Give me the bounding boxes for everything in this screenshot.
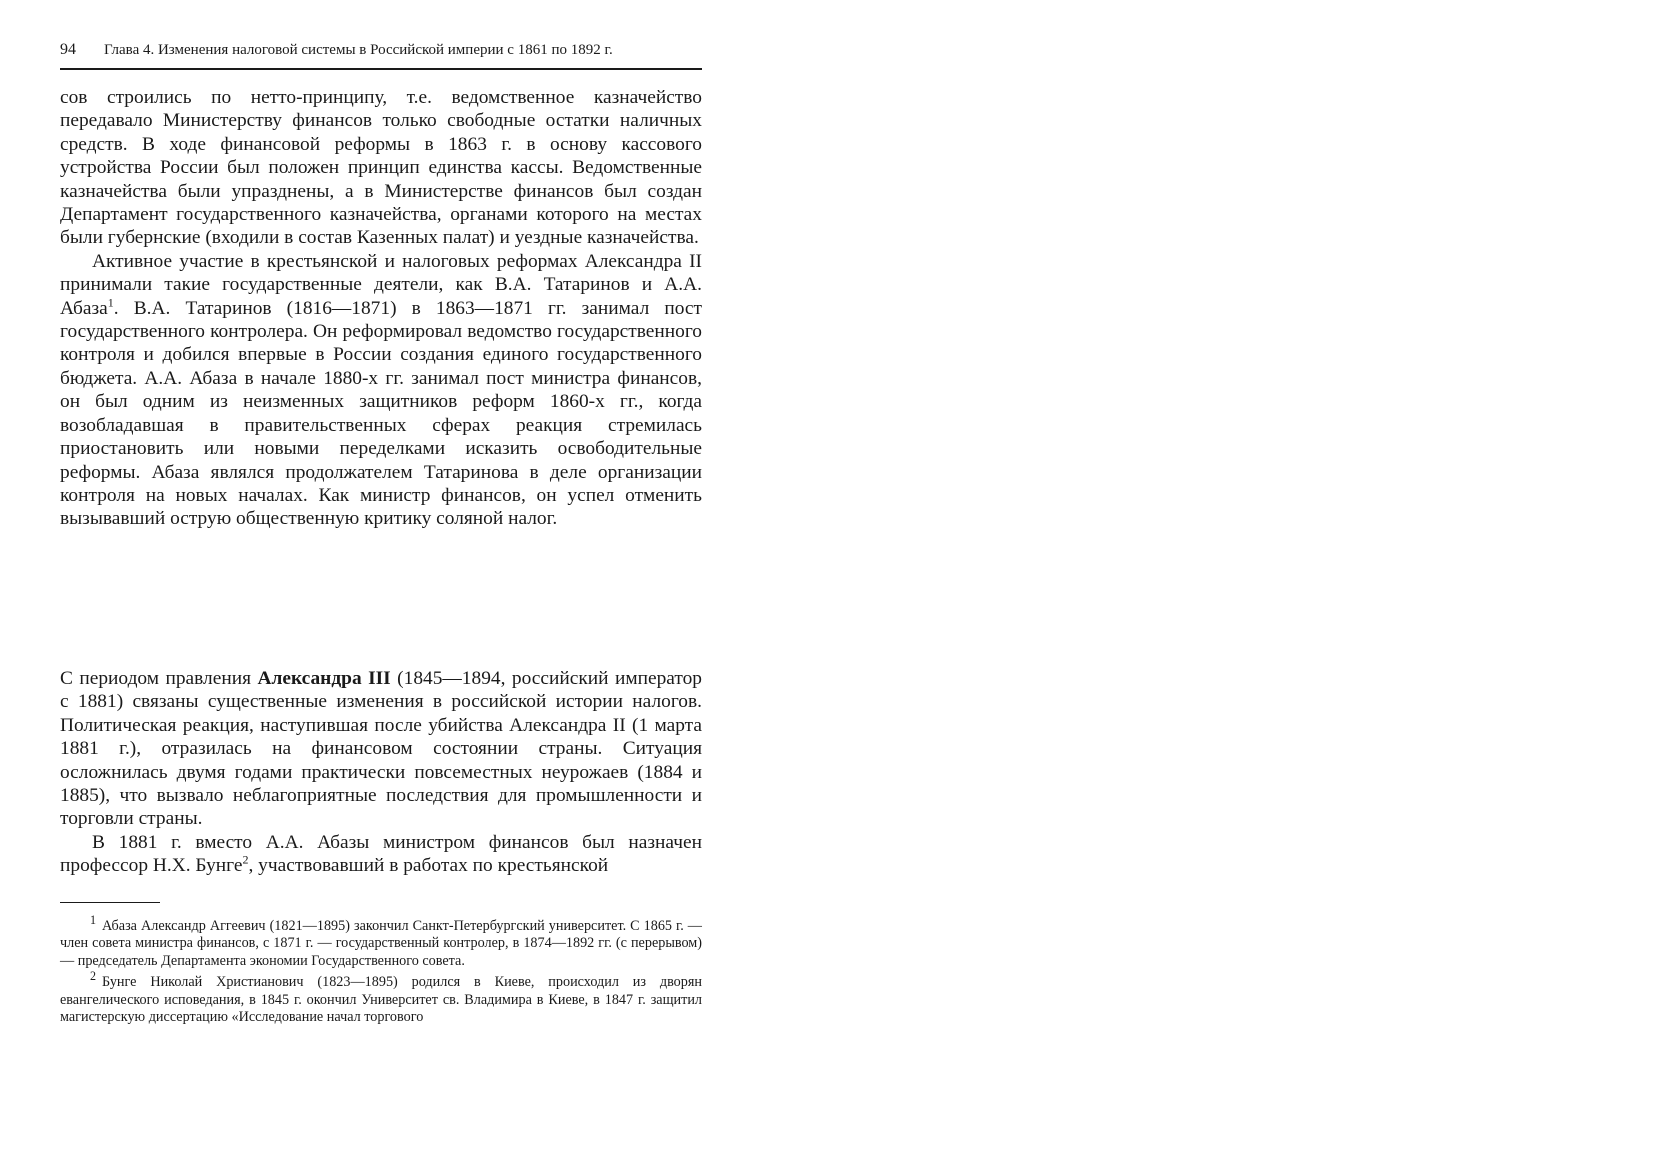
footnote-reference[interactable]: 2	[242, 852, 249, 867]
footnotes	[60, 913, 702, 1030]
paragraph-text: В 1881 г. вместо А.А. Абазы министром финансов был назначен профессор Н.Х. Бунге	[60, 831, 702, 877]
footnote-divider	[60, 902, 160, 903]
footnote-text: Бунге Николай Христианович (1823—1895) родился в Киеве, происходил из дворян евангелического исповедания, в 1845 г. окончил Университет св. Владимира в Киеве, в 1847 г. защитил магистерскую диссертацию «Исследование начал торгового	[60, 974, 702, 1026]
footnote-reference[interactable]: 1	[107, 295, 114, 310]
footnote-mark: 2	[90, 969, 97, 984]
footnote	[60, 913, 702, 970]
page-number: 94	[60, 41, 76, 58]
paragraph-text: (1845—1894, российский император с 1881) связаны существенные изменения в российской истории налогов. Политическая реакция, наступившая после убийства Александра II (1 марта 1881 г.), отразилась на финансовом состоянии страны. Ситуация осложнилась двумя годами практически повсеместных неурожаев (1884 и 1885), что вызвало неблагоприятные последствия для промышленности и торговли страны.	[60, 668, 702, 830]
footnote-mark: 1	[90, 913, 97, 928]
paragraph: сов строились по нетто-принципу, т.е. ведомственное казначейство передавало Министерству финансов только свободные остатки наличных средств. В ходе финансовой реформы в 1863 г. в основу кассового устройства России был положен принцип единства кассы. Ведомственные казначейства были упразднены, а в Министерстве финансов был создан Департамент государственного казначейства, органами которого на местах были губернские (входили в состав Казенных палат) и уездные казначейства.	[60, 87, 702, 249]
paragraph-text: , участвовавший в работах по крестьянской	[248, 855, 609, 877]
paragraph	[60, 250, 702, 531]
footnote	[60, 969, 702, 1026]
footnote-text: Абаза Александр Аггеевич (1821—1895) закончил Санкт-Петербургский университет. С 1865 г. — член совета министра финансов, с 1871 г. — государственный контролер, в 1874—1892 гг. (с перерывом) — председатель Департамента экономии Государственного совета.	[60, 918, 702, 969]
paragraph	[60, 667, 702, 831]
running-header	[60, 38, 702, 70]
text-block-top	[60, 86, 702, 531]
text-block-bottom	[60, 667, 702, 878]
paragraph-text: . В.А. Татаринов (1816—1871) в 1863—1871 гг. занимал пост государственного контролера. Он реформировал ведомство государственного контроля и добился впервые в России создания единого государственного бюджета. А.А. Абаза в начале 1880-х гг. занимал пост министра финансов, он был одним из неизменных защитников реформ 1860-х гг., когда возобладавшая в правительственных сферах реакция стремилась приостановить или новыми переделками исказить освободительные реформы. Абаза являлся продолжателем Татаринова в деле организации контроля на новых началах. Как министр финансов, он успел отменить вызывавший острую общественную критику соляной налог.	[60, 297, 702, 530]
paragraph-text: С периодом правления	[60, 668, 258, 689]
chapter-title: Глава 4. Изменения налоговой системы в Российской империи с 1861 по 1892 г.	[104, 42, 613, 58]
paragraph	[60, 831, 702, 878]
bold-name: Александра III	[257, 668, 391, 689]
paragraph-text: Активное участие в крестьянской и налоговых реформах Александра II принимали такие государственные деятели, как В.А. Татаринов и А.А. Абаза	[60, 250, 702, 319]
